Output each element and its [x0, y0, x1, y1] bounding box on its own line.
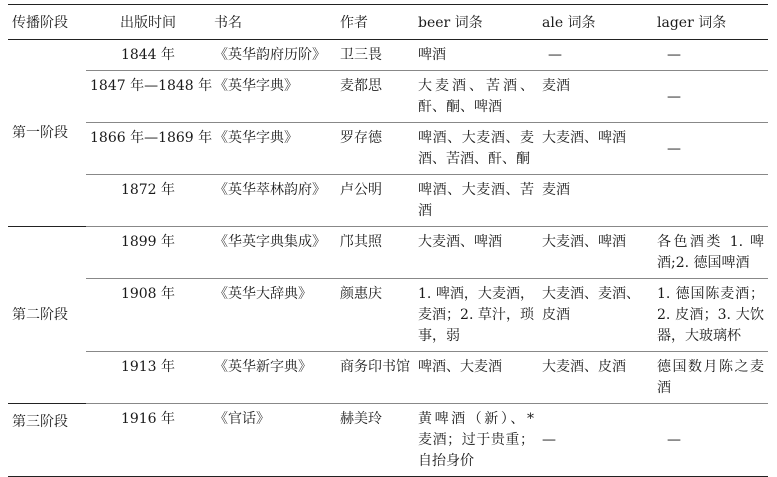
lager-cell [653, 175, 768, 227]
lager-cell: 1. 德国陈麦酒；2. 皮酒；3. 大饮器，大玻璃杯 [653, 279, 768, 352]
book-cell: 《华英字典集成》 [210, 227, 336, 279]
table-row [8, 71, 768, 123]
ale-cell: 麦酒 [538, 71, 653, 123]
table-row [8, 123, 768, 175]
beer-cell: 大麦酒、啤酒 [414, 227, 538, 279]
author-cell: 卫三畏 [336, 40, 414, 71]
year-cell: 1916 年 [86, 404, 210, 477]
author-cell: 赫美玲 [336, 404, 414, 477]
beer-cell: 1. 啤酒，大麦酒，麦酒；2. 草汁，琐事，弱 [414, 279, 538, 352]
lager-cell: — [653, 71, 768, 123]
year-cell: 1847 年—1848 年 [86, 71, 210, 123]
table-row [8, 175, 768, 227]
stage-cell: 第一阶段 [8, 40, 86, 227]
beer-cell: 啤酒、大麦酒、苦酒 [414, 175, 538, 227]
year-cell: 1866 年—1869 年 [86, 123, 210, 175]
ale-cell: 大麦酒、啤酒 [538, 227, 653, 279]
ale-cell: — [538, 40, 653, 71]
ale-cell: 大麦酒、麦酒、皮酒 [538, 279, 653, 352]
header-author: 作者 [336, 5, 414, 40]
author-cell: 卢公明 [336, 175, 414, 227]
lager-cell: — [653, 40, 768, 71]
ale-cell: — [538, 404, 653, 477]
table-container [8, 4, 768, 477]
author-cell: 商务印书馆 [336, 352, 414, 404]
year-cell: 1913 年 [86, 352, 210, 404]
table-row [8, 227, 768, 279]
lager-cell: 各色酒类 1. 啤酒;2. 德国啤酒 [653, 227, 768, 279]
header-year: 出版时间 [86, 5, 210, 40]
year-cell: 1872 年 [86, 175, 210, 227]
ale-cell: 麦酒 [538, 175, 653, 227]
ale-cell: 大麦酒、啤酒 [538, 123, 653, 175]
year-cell: 1844 年 [86, 40, 210, 71]
header-book: 书名 [210, 5, 336, 40]
book-cell: 《官话》 [210, 404, 336, 477]
table-row [8, 40, 768, 71]
header-ale: ale 词条 [538, 5, 653, 40]
year-cell: 1908 年 [86, 279, 210, 352]
stage-cell: 第二阶段 [8, 227, 86, 404]
beer-cell: 大麦酒、苦酒、酐、酮、啤酒 [414, 71, 538, 123]
book-cell: 《英华韵府历阶》 [210, 40, 336, 71]
book-cell: 《英华萃林韵府》 [210, 175, 336, 227]
author-cell: 颜惠庆 [336, 279, 414, 352]
beer-cell: 啤酒、大麦酒 [414, 352, 538, 404]
header-beer: beer 词条 [414, 5, 538, 40]
header-lager: lager 词条 [653, 5, 768, 40]
beer-cell: 黄啤酒（新）、* 麦酒；过于贵重；自抬身价 [414, 404, 538, 477]
book-cell: 《英华字典》 [210, 71, 336, 123]
book-cell: 《英华字典》 [210, 123, 336, 175]
dictionary-table [8, 4, 768, 477]
author-cell: 麦都思 [336, 71, 414, 123]
book-cell: 《英华新字典》 [210, 352, 336, 404]
author-cell: 邝其照 [336, 227, 414, 279]
table-row [8, 352, 768, 404]
author-cell: 罗存德 [336, 123, 414, 175]
beer-cell: 啤酒 [414, 40, 538, 71]
book-cell: 《英华大辞典》 [210, 279, 336, 352]
year-cell: 1899 年 [86, 227, 210, 279]
lager-cell: — [653, 404, 768, 477]
ale-cell: 大麦酒、皮酒 [538, 352, 653, 404]
table-row [8, 279, 768, 352]
lager-cell: 德国数月陈之麦酒 [653, 352, 768, 404]
header-row [8, 5, 768, 40]
header-stage: 传播阶段 [8, 5, 86, 40]
table-row [8, 404, 768, 477]
beer-cell: 啤酒、大麦酒、麦酒、苦酒、酐、酮 [414, 123, 538, 175]
lager-cell: — [653, 123, 768, 175]
stage-cell: 第三阶段 [8, 404, 86, 477]
